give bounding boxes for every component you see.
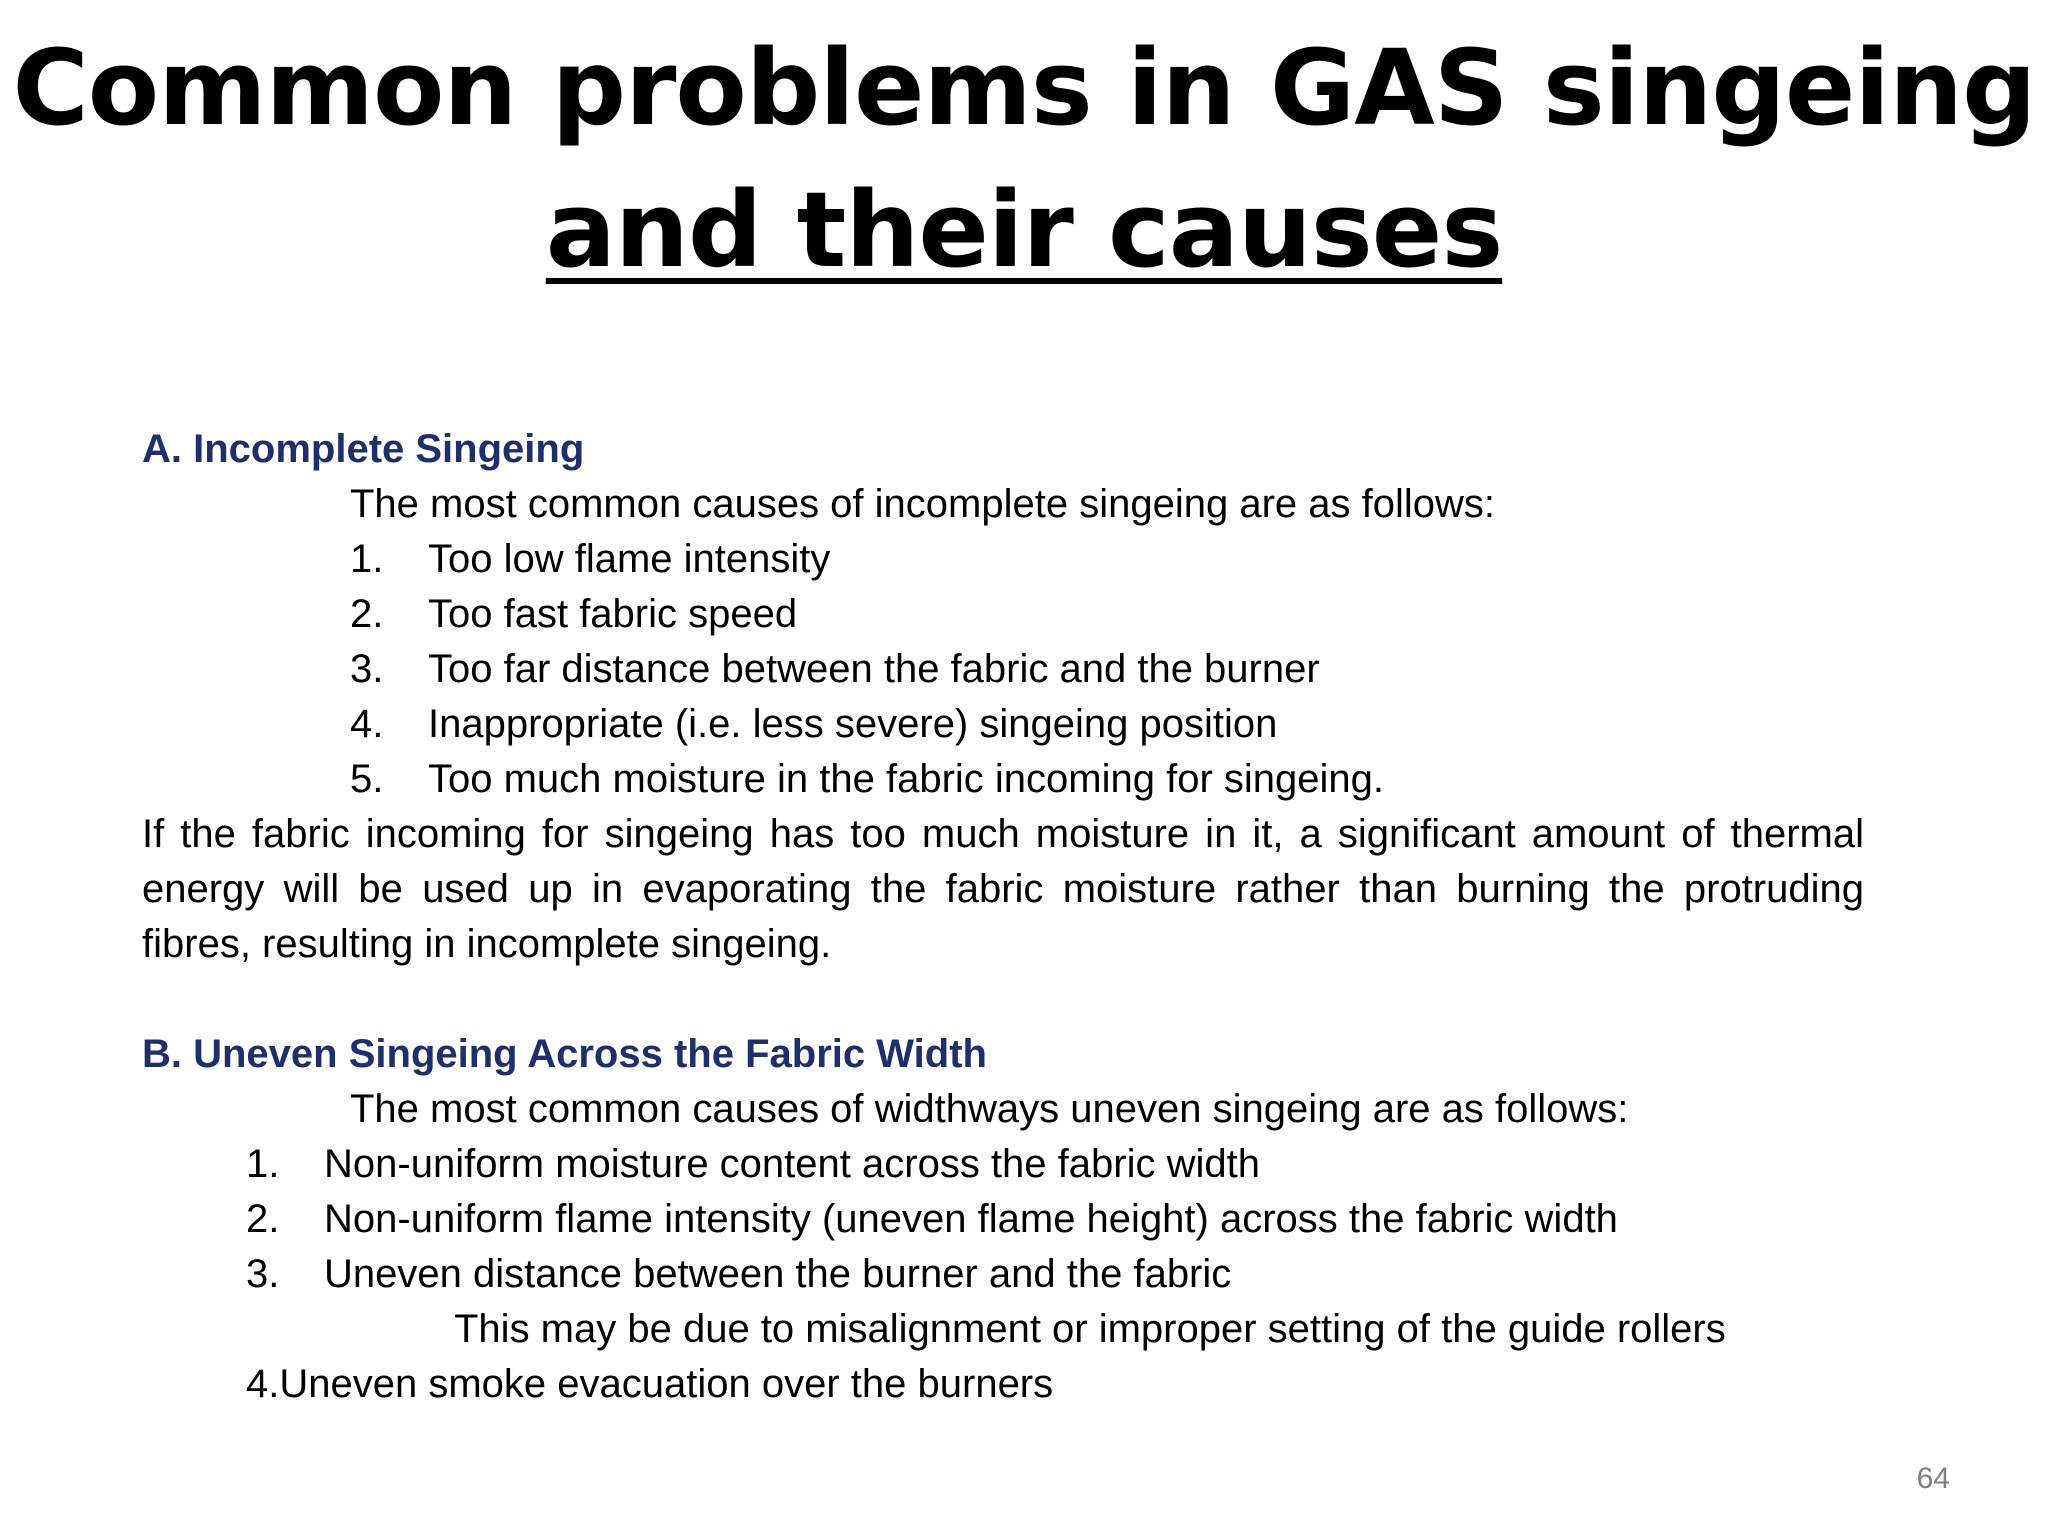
list-item (142, 697, 1864, 752)
list-item (142, 642, 1864, 697)
list-item-number: 3. (350, 647, 384, 691)
list-item-text: Too low flame intensity (428, 537, 831, 581)
list-item (142, 532, 1864, 587)
list-item-text: Too far distance between the fabric and the burner (428, 647, 1320, 691)
slide-title-line-2: and their causes (545, 169, 1503, 291)
list-item (142, 587, 1864, 642)
section-a-heading: A. Incomplete Singeing (142, 427, 585, 471)
list-item (142, 1137, 1864, 1192)
slide-content (142, 422, 1864, 1412)
list-item-text: Too fast fabric speed (428, 592, 798, 636)
list-item-text: Non-uniform moisture content across the fabric width (324, 1142, 1260, 1186)
list-item-number: 3. (246, 1252, 280, 1296)
section-b-intro: The most common causes of widthways uneven singeing are as follows: (350, 1087, 1629, 1131)
list-item-number: 1. (246, 1142, 280, 1186)
section-b-item-4: 4.Uneven smoke evacuation over the burners (246, 1362, 1054, 1406)
section-a-paragraph: If the fabric incoming for singeing has too much moisture in it, a significant amount of thermal energy will be used up in evaporating the fabric moisture rather than burning the protruding fibres, resulting in incomplete singeing. (142, 812, 1864, 966)
list-item-number: 4. (350, 702, 384, 746)
list-item (142, 752, 1864, 807)
page-number: 64 (1916, 1462, 1950, 1495)
list-item-text: Inappropriate (i.e. less severe) singeing position (428, 702, 1278, 746)
section-a-list (142, 532, 1864, 807)
slide-title-line-1: Common problems in GAS singeing (12, 27, 2036, 149)
section-b-heading: B. Uneven Singeing Across the Fabric Width (142, 1032, 987, 1076)
section-a-intro: The most common causes of incomplete singeing are as follows: (350, 482, 1495, 526)
section-b-list (142, 1137, 1864, 1302)
list-item-text: Uneven distance between the burner and the fabric (324, 1252, 1232, 1296)
list-item-number: 1. (350, 537, 384, 581)
list-item-text: Non-uniform flame intensity (uneven flame height) across the fabric width (324, 1197, 1618, 1241)
list-item (142, 1192, 1864, 1247)
list-item-text: Too much moisture in the fabric incoming for singeing. (428, 757, 1385, 801)
list-item (142, 1247, 1864, 1302)
list-item-number: 5. (350, 757, 384, 801)
list-item-number: 2. (350, 592, 384, 636)
section-spacer (142, 972, 1864, 1027)
list-item-number: 2. (246, 1197, 280, 1241)
section-b-subnote: This may be due to misalignment or improper setting of the guide rollers (454, 1307, 1726, 1351)
